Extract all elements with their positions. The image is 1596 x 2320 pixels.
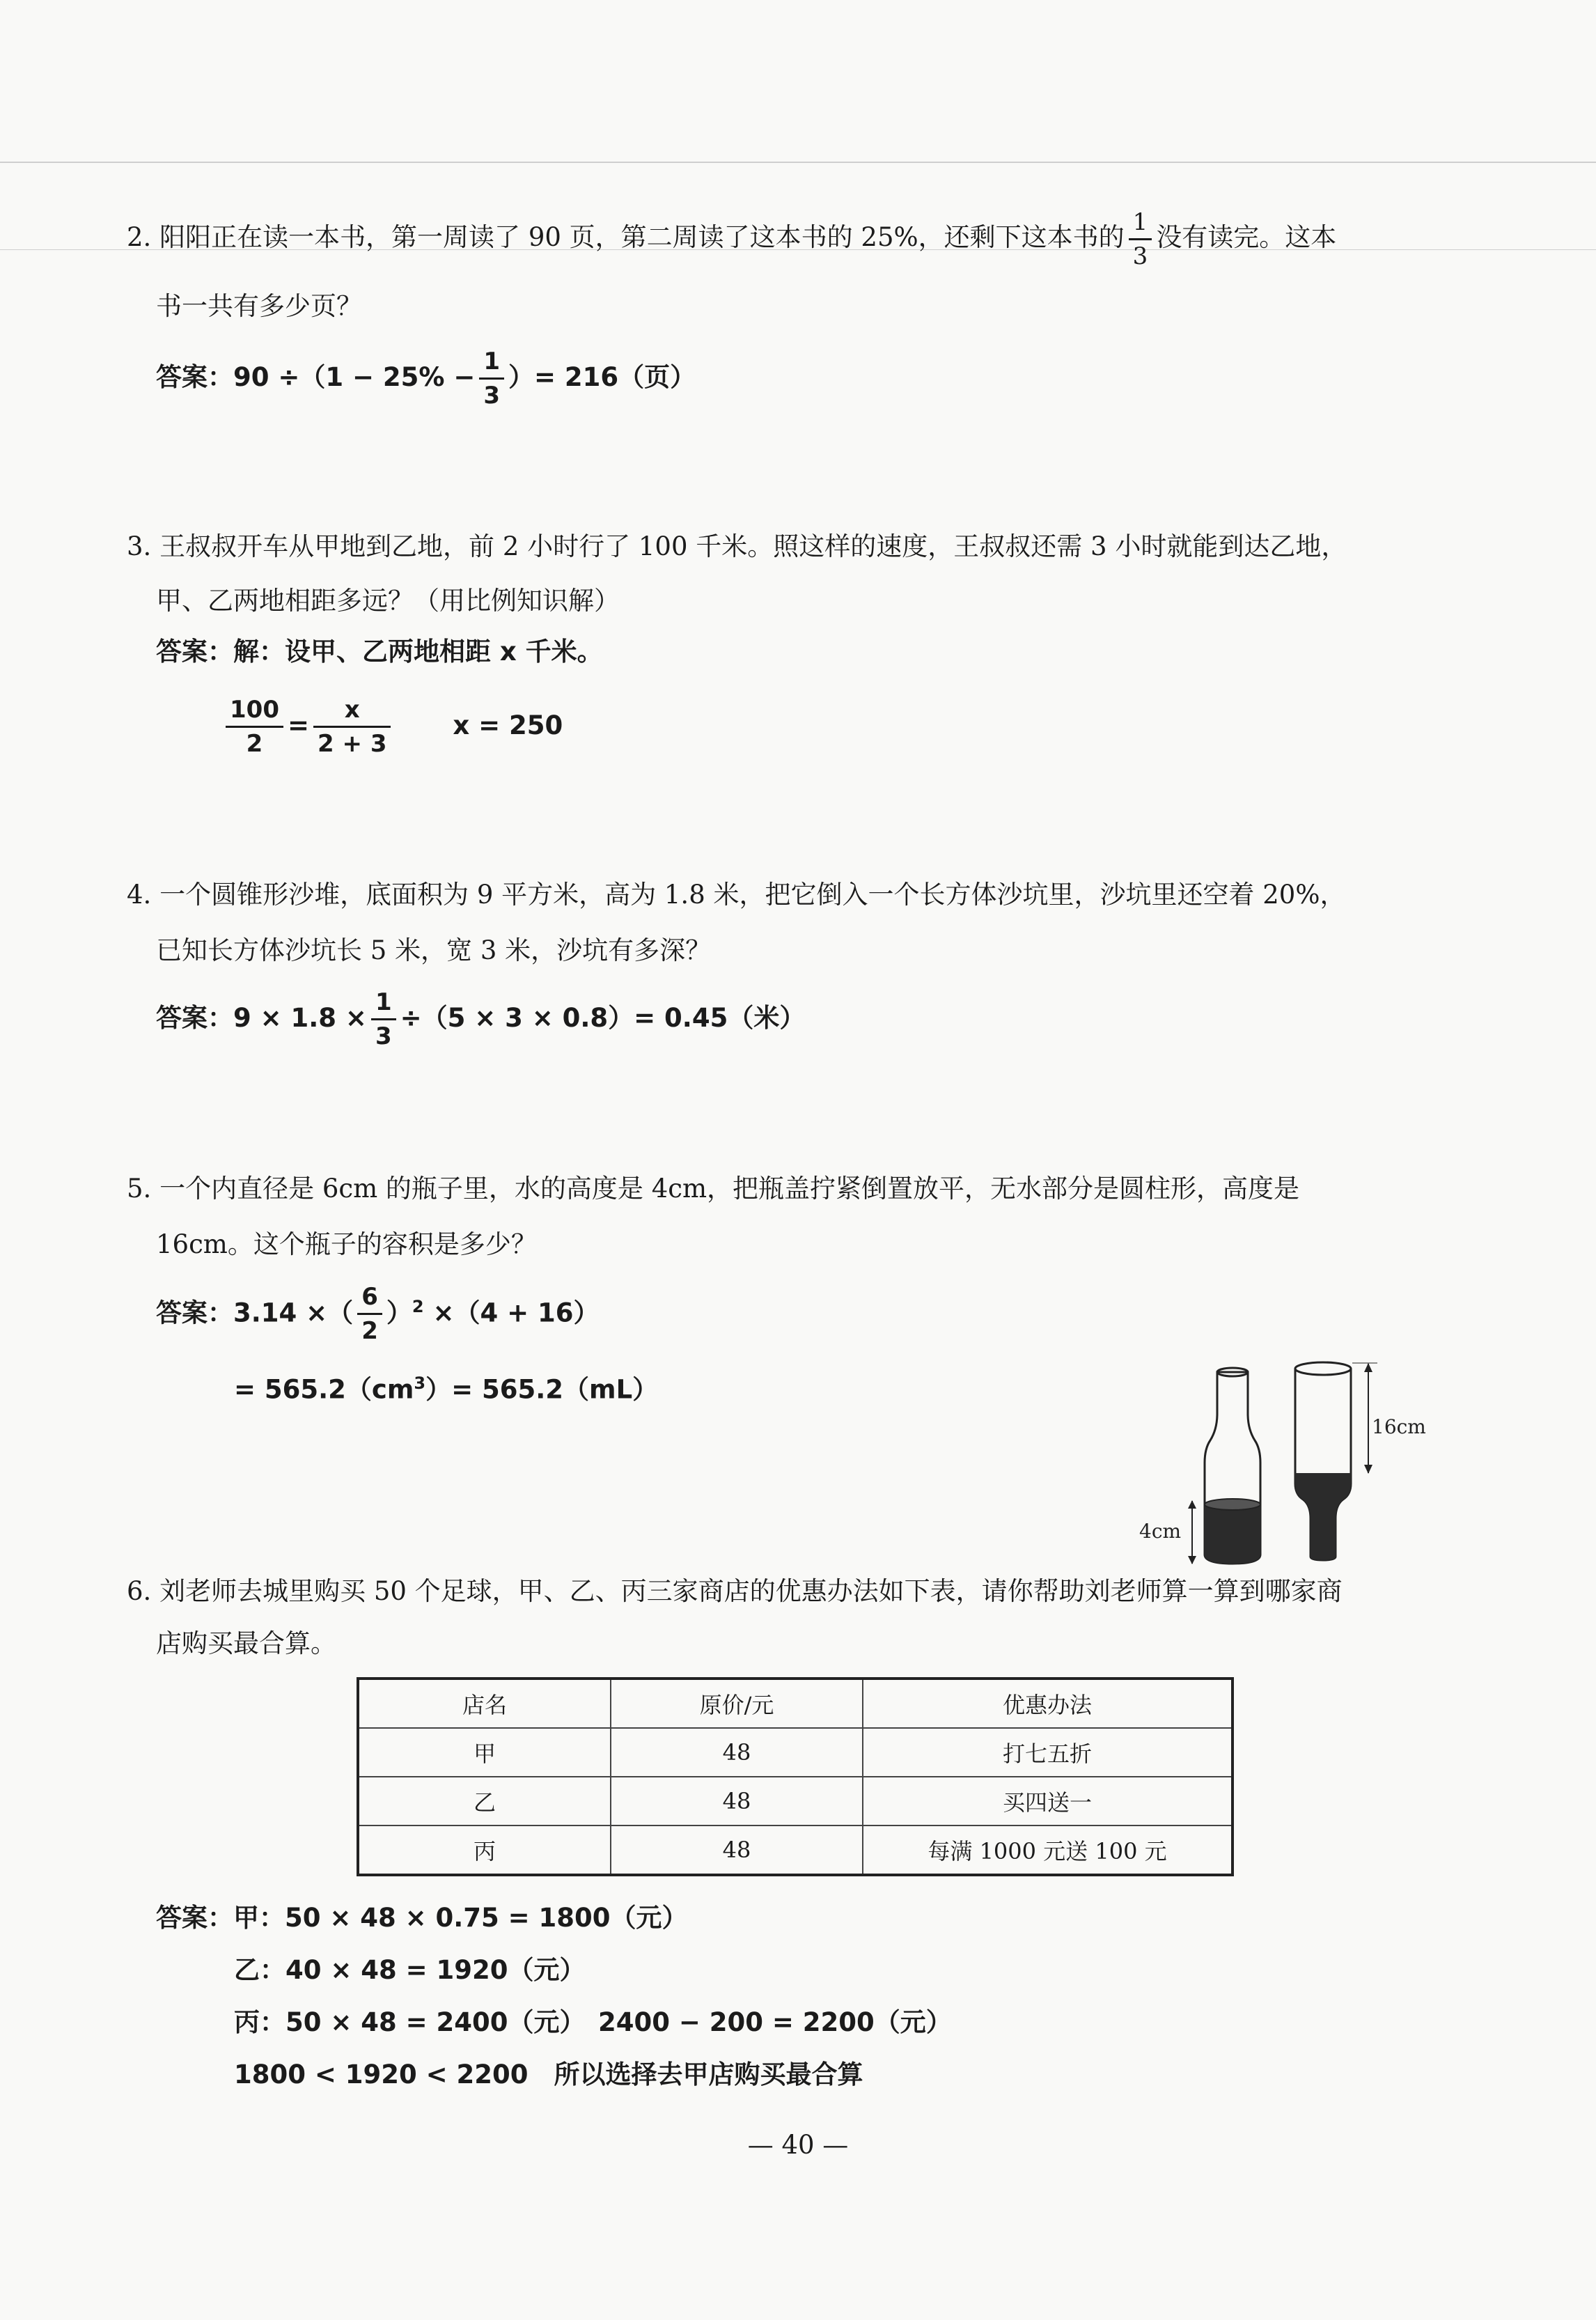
table-header: 店名 <box>358 1679 611 1728</box>
q5-line1: 5. 一个内直径是 6cm 的瓶子里，水的高度是 4cm，把瓶盖拧紧倒置放平，无水部分是圆柱形，高度是 <box>127 1174 1300 1204</box>
q2-answer-fraction: $\frac{1}{3}$ <box>479 348 504 409</box>
q4-answer: 答案：9 × 1.8 × $\frac{1}{3}$ ÷（5 × 3 × 0.8）= 0.45（米） <box>156 988 806 1050</box>
table-cell: 48 <box>611 1777 863 1825</box>
q4-fraction: $\frac{1}{3}$ <box>371 989 396 1050</box>
q3-fraction-right: $\frac{x}{2 + 3}$ <box>313 696 391 757</box>
table-header-row <box>358 1679 1233 1728</box>
label-16cm: 16cm <box>1372 1415 1426 1438</box>
table-cell: 每满 1000 元送 100 元 <box>863 1825 1233 1875</box>
q6-answer-line1: 答案：甲：50 × 48 × 0.75 = 1800（元） <box>156 1903 688 1933</box>
page-top-rule <box>0 162 1596 163</box>
table-cell: 丙 <box>358 1825 611 1875</box>
q6-line1: 6. 刘老师去城里购买 50 个足球，甲、乙、丙三家商店的优惠办法如下表，请你帮助刘老师算一算到哪家商 <box>127 1576 1343 1606</box>
label-4cm: 4cm <box>1139 1520 1182 1543</box>
page-number: — 40 — <box>747 2130 849 2160</box>
q5-answer-line2: = $565.2(cm^3)= 565.2(mL)$ <box>234 1373 659 1405</box>
bottle-inverted <box>1295 1362 1351 1560</box>
table-row <box>358 1825 1233 1875</box>
q3-line1: 3. 王叔叔开车从甲地到乙地，前 2 小时行了 100 千米。照这样的速度，王叔叔还需 3 小时就能到达乙地， <box>127 531 1347 561</box>
q6-answer-line4: 1800 < 1920 < 2200 所以选择去甲店购买最合算 <box>234 2060 863 2089</box>
table-cell: 买四送一 <box>863 1777 1233 1825</box>
table-header: 优惠办法 <box>863 1679 1233 1728</box>
q5-fraction: $\frac{6}{2}$ <box>357 1284 382 1344</box>
bottle-diagram <box>1128 1351 1490 1574</box>
table-cell: 甲 <box>358 1728 611 1777</box>
q2-answer: 答案：90 ÷（1 − 25% − $\frac{1}{3}$ ）= 216（页） <box>156 348 696 410</box>
q2-fraction: $\frac{1}{3}$ <box>1129 209 1152 270</box>
table-cell: 48 <box>611 1825 863 1875</box>
table-cell: 打七五折 <box>863 1728 1233 1777</box>
bottle-upright <box>1205 1368 1260 1564</box>
table-header: 原价/元 <box>611 1679 863 1728</box>
q5-answer-line1: 答案：3.14 ×（ $\frac{6}{2}$ ）$^2$ ×（4 + 16） <box>156 1283 600 1346</box>
table-cell: 48 <box>611 1728 863 1777</box>
q4-line1: 4. 一个圆锥形沙堆，底面积为 9 平方米，高为 1.8 米，把它倒入一个长方体沙坑里，沙坑里还空着 20%， <box>127 880 1346 910</box>
discount-table <box>357 1677 1234 1876</box>
q2-line2: 书一共有多少页？ <box>156 291 362 321</box>
q3-answer-line1: 答案：解：设甲、乙两地相距 x 千米。 <box>156 637 603 667</box>
q6-answer-line2: 乙：40 × 48 = 1920（元） <box>234 1955 586 1985</box>
q6-answer-line3: 丙：50 × 48 = 2400（元） 2400 − 200 = 2200（元） <box>234 2007 952 2037</box>
q4-line2: 已知长方体沙坑长 5 米，宽 3 米，沙坑有多深？ <box>156 935 712 965</box>
q3-line2: 甲、乙两地相距多远？（用比例知识解） <box>156 586 620 616</box>
q5-line2: 16cm。这个瓶子的容积是多少？ <box>156 1229 537 1259</box>
table-row <box>358 1728 1233 1777</box>
table-cell: 乙 <box>358 1777 611 1825</box>
q3-answer-equation: $\frac{100}{2}$ = $\frac{x}{2 + 3}$ x = 250 <box>221 696 563 757</box>
q6-line2: 店购买最合算。 <box>156 1628 336 1658</box>
table-row <box>358 1777 1233 1825</box>
q3-fraction-left: $\frac{100}{2}$ <box>226 696 283 757</box>
q2-line1: 2. 阳阳正在读一本书，第一周读了 90 页，第二周读了这本书的 25%，还剩下这本书的 $\frac{1}{3}$ 没有读完。这本 <box>127 208 1337 270</box>
